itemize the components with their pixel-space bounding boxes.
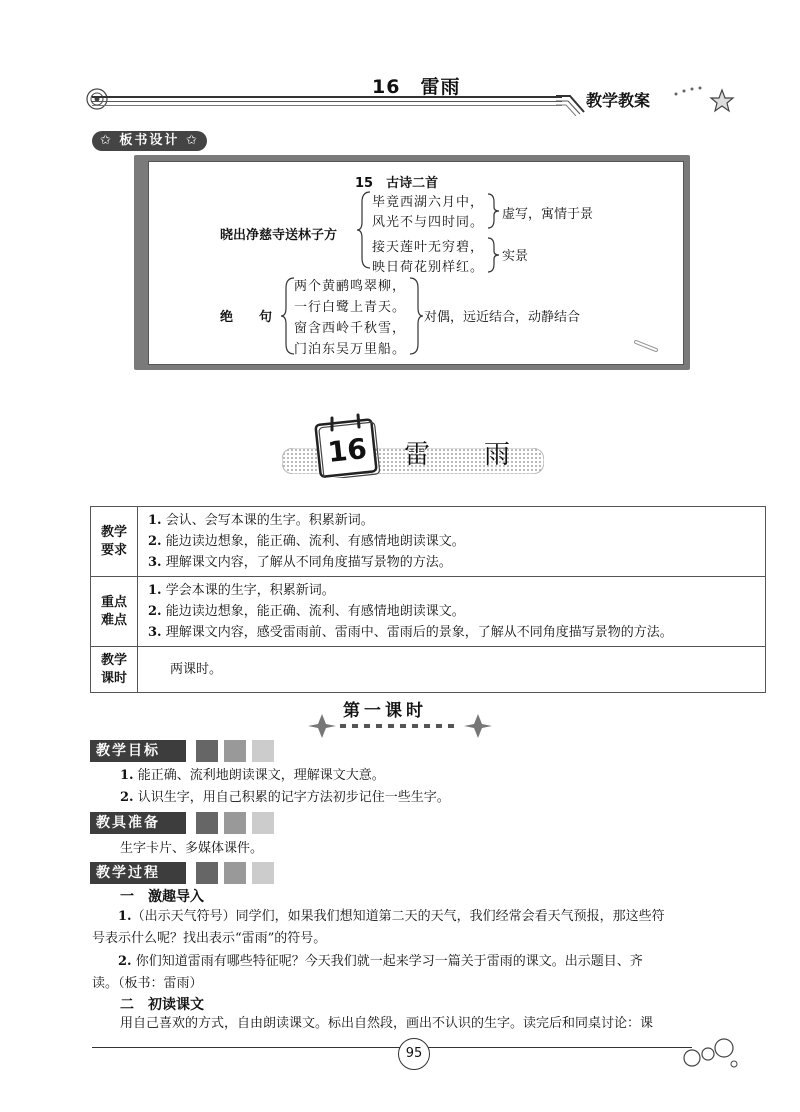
header-rule [92, 101, 562, 102]
label-square [252, 862, 274, 884]
paragraph-line [118, 951, 643, 973]
tools-text: 生字卡片、多媒体课件。 [120, 841, 264, 856]
lesson-title: 雷雨 [404, 440, 565, 470]
item-text: 能边读边想象，能正确、流利、有感情地朗读课文。 [165, 604, 465, 619]
item-text: （出示天气符号）同学们，如果我们想知道第二天的天气，我们经常会看天气预报，那这些符 [131, 909, 665, 924]
item-number: 1. [148, 583, 162, 598]
list-item [148, 580, 757, 601]
paragraph-line: 用自己喜欢的方式，自由朗读课文。标出自然段，画出不认识的生字。读完后和同桌讨论：课 [120, 1016, 654, 1031]
poem2-line: 两个黄鹂鸣翠柳， [294, 279, 407, 294]
label-square [224, 862, 246, 884]
list-item [148, 510, 757, 531]
item-text: 能正确、流利地朗读课文，理解课文大意。 [137, 768, 385, 783]
objective-item [120, 765, 385, 787]
paragraph-line: 读。（板书：雷雨） [92, 976, 203, 991]
list-item [148, 601, 757, 622]
stars-icon [672, 84, 736, 116]
bubbles-icon [680, 1034, 740, 1070]
poem1-name: 晓出净慈寺送林子方 [220, 228, 338, 243]
item-number: 2. [148, 604, 162, 619]
label-square [196, 812, 218, 834]
focus-label: 重点难点 [100, 594, 127, 628]
time-header [91, 647, 138, 693]
poem2-note: 对偶，远近结合，动静结合 [424, 310, 581, 325]
poem2-line: 门泊东吴万里船。 [294, 342, 407, 357]
item-text: 你们知道雷雨有哪些特征呢？今天我们就一起来学习一篇关于雷雨的课文。出示题目、齐 [135, 954, 643, 969]
time-label: 教学课时 [100, 652, 127, 686]
label-square [224, 740, 246, 762]
teaching-requirements-table [90, 506, 766, 693]
poem1-note: 实景 [502, 249, 529, 264]
poem1-line: 映日荷花别样红。 [372, 260, 485, 275]
item-number: 2. [118, 954, 132, 969]
label-square [196, 862, 218, 884]
brace-right [408, 276, 424, 356]
list-item [148, 531, 757, 552]
brace-right [486, 192, 500, 230]
item-text: 能边读边想象，能正确、流利、有感情地朗读课文。 [165, 534, 465, 549]
page-number: 95 [398, 1038, 430, 1070]
section-title-ornament [300, 712, 500, 740]
step-heading: 一 激趣导入 [120, 889, 204, 905]
poem2-line: 一行白鹭上青天。 [294, 300, 407, 315]
time-content: 两课时。 [138, 647, 766, 693]
poem1-line: 接天莲叶无穷碧， [372, 240, 485, 255]
goals-content [138, 507, 766, 577]
label-square [252, 740, 274, 762]
list-item [148, 552, 757, 573]
item-text: 理解课文内容，感受雷雨前、雷雨中、雷雨后的景象，了解从不同角度描写景物的方法。 [165, 625, 673, 640]
item-number: 2. [120, 790, 134, 805]
lesson-number: 16 [326, 432, 369, 469]
objective-item [120, 787, 450, 809]
item-number: 1. [120, 768, 134, 783]
calendar-icon [314, 412, 380, 478]
objectives-label: 教学目标 [90, 740, 186, 762]
goals-label: 教学要求 [100, 524, 127, 558]
step-heading: 二 初读课文 [120, 997, 204, 1013]
item-number: 1. [148, 513, 162, 528]
poem1-line: 毕竟西湖六月中， [372, 195, 485, 210]
poem1-note: 虚写，寓情于景 [502, 207, 594, 222]
label-square [196, 740, 218, 762]
paragraph-line [118, 906, 665, 928]
poem2-line: 窗含西岭千秋雪， [294, 321, 407, 336]
item-number: 2. [148, 534, 162, 549]
tools-label: 教具准备 [90, 812, 186, 834]
item-text: 认识生字，用自己积累的记字方法初步记住一些生字。 [137, 790, 450, 805]
swirl-ornament-icon [84, 86, 110, 112]
goals-header [91, 507, 138, 577]
poem1-line: 风光不与四时同。 [372, 215, 485, 230]
section-tab-label: 教学教案 [586, 91, 651, 110]
brace-left [356, 190, 372, 270]
lesson-header-title: 16 雷雨 [372, 76, 461, 98]
table-row [91, 647, 766, 693]
header-rule [92, 105, 562, 106]
process-label: 教学过程 [90, 862, 186, 884]
section-title: 第一课时 [343, 701, 427, 721]
blackboard-design-text: 板书设计 [119, 133, 180, 148]
focus-content [138, 577, 766, 647]
blackboard-design-label: ✩ 板书设计 ✩ [92, 131, 207, 151]
item-number: 3. [148, 625, 162, 640]
table-row [91, 577, 766, 647]
item-text: 理解课文内容，了解从不同角度描写景物的方法。 [165, 555, 452, 570]
item-number: 3. [148, 555, 162, 570]
footer-rule [92, 1047, 692, 1048]
chalk-icon [634, 340, 660, 352]
item-text: 会认、会写本课的生字。积累新词。 [165, 513, 374, 528]
list-item [148, 622, 757, 643]
poem2-name: 绝 句 [220, 310, 273, 325]
header-rule [92, 96, 562, 98]
item-number: 1. [118, 909, 132, 924]
blackboard-title: 15 古诗二首 [355, 176, 439, 191]
label-square [224, 812, 246, 834]
item-text: 学会本课的生字，积累新词。 [165, 583, 335, 598]
header-rule-corner [556, 86, 586, 116]
table-row [91, 507, 766, 577]
paragraph-line: 号表示什么呢？找出表示“雷雨”的符号。 [92, 931, 327, 946]
label-square [252, 812, 274, 834]
focus-header [91, 577, 138, 647]
brace-right [486, 236, 500, 274]
